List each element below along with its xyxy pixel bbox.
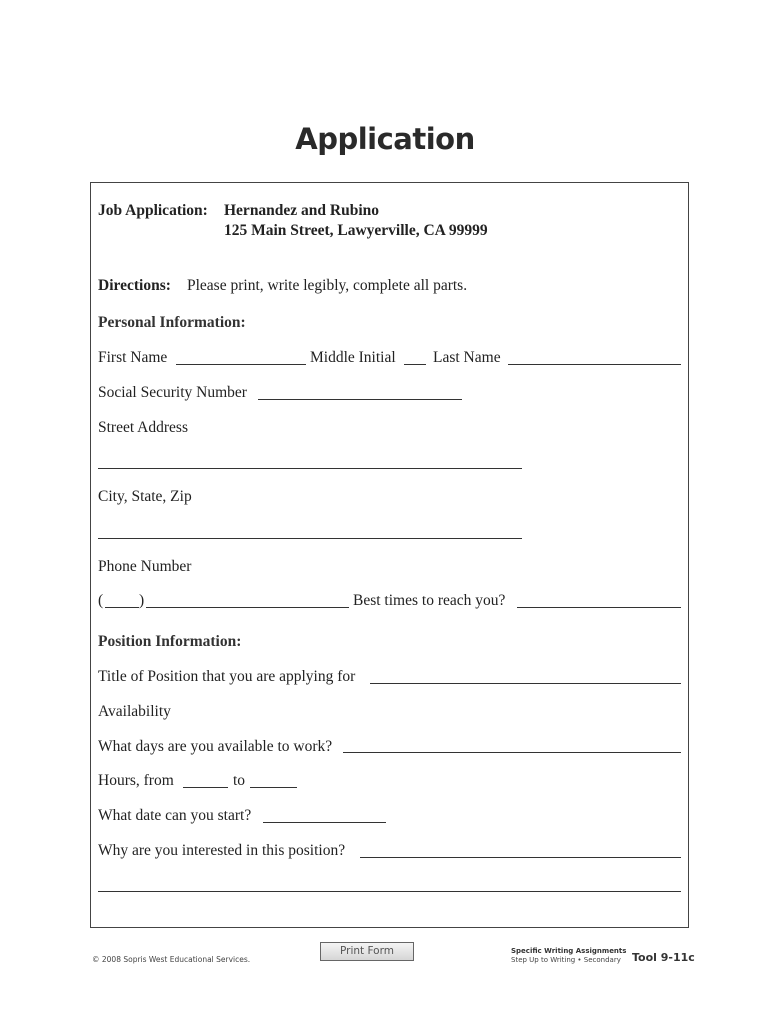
position-title-field[interactable] — [370, 683, 681, 684]
hours-to-field[interactable] — [250, 787, 297, 788]
days-available-label: What days are you available to work? — [98, 738, 333, 755]
start-date-label: What date can you start? — [98, 807, 252, 824]
hours-from-label: Hours, from — [98, 772, 174, 789]
ssn-field[interactable] — [258, 399, 462, 400]
personal-info-heading: Personal Information: — [98, 314, 246, 331]
city-state-zip-label: City, State, Zip — [98, 488, 192, 505]
copyright-text: © 2008 Sopris West Educational Services. — [92, 955, 251, 964]
why-interested-field-line-2[interactable] — [98, 891, 681, 892]
series-subtitle: Step Up to Writing • Secondary — [511, 956, 621, 964]
city-state-zip-field[interactable] — [98, 538, 522, 539]
last-name-field[interactable] — [508, 364, 681, 365]
area-code-open-paren: ( — [98, 592, 104, 609]
hours-to-label: to — [233, 772, 246, 789]
phone-number-label: Phone Number — [98, 558, 192, 575]
phone-number-field[interactable] — [146, 607, 349, 608]
start-date-field[interactable] — [263, 822, 386, 823]
first-name-label: First Name — [98, 349, 168, 366]
street-address-field[interactable] — [98, 468, 522, 469]
why-interested-label: Why are you interested in this position? — [98, 842, 346, 859]
middle-initial-field[interactable] — [404, 364, 426, 365]
area-code-field[interactable] — [105, 607, 139, 608]
middle-initial-label: Middle Initial — [310, 349, 396, 366]
position-info-heading: Position Information: — [98, 633, 242, 650]
position-title-label: Title of Position that you are applying for — [98, 668, 356, 685]
tool-number: Tool 9-11c — [632, 951, 695, 964]
first-name-field[interactable] — [176, 364, 306, 365]
company-name: Hernandez and Rubino — [224, 202, 380, 219]
best-times-field[interactable] — [517, 607, 681, 608]
series-title: Specific Writing Assignments — [511, 947, 627, 955]
street-address-label: Street Address — [98, 419, 188, 436]
directions-label: Directions: — [98, 277, 171, 294]
company-address: 125 Main Street, Lawyerville, CA 99999 — [224, 222, 488, 239]
best-times-label: Best times to reach you? — [353, 592, 506, 609]
directions-text: Please print, write legibly, complete all parts. — [187, 277, 468, 294]
page-title: Application — [295, 122, 475, 156]
print-form-button[interactable]: Print Form — [320, 942, 414, 961]
job-application-label: Job Application: — [98, 202, 208, 219]
last-name-label: Last Name — [433, 349, 501, 366]
days-available-field[interactable] — [343, 752, 681, 753]
hours-from-field[interactable] — [183, 787, 228, 788]
why-interested-field[interactable] — [360, 857, 681, 858]
area-code-close-paren: ) — [139, 592, 145, 609]
availability-label: Availability — [98, 703, 171, 720]
ssn-label: Social Security Number — [98, 384, 247, 401]
